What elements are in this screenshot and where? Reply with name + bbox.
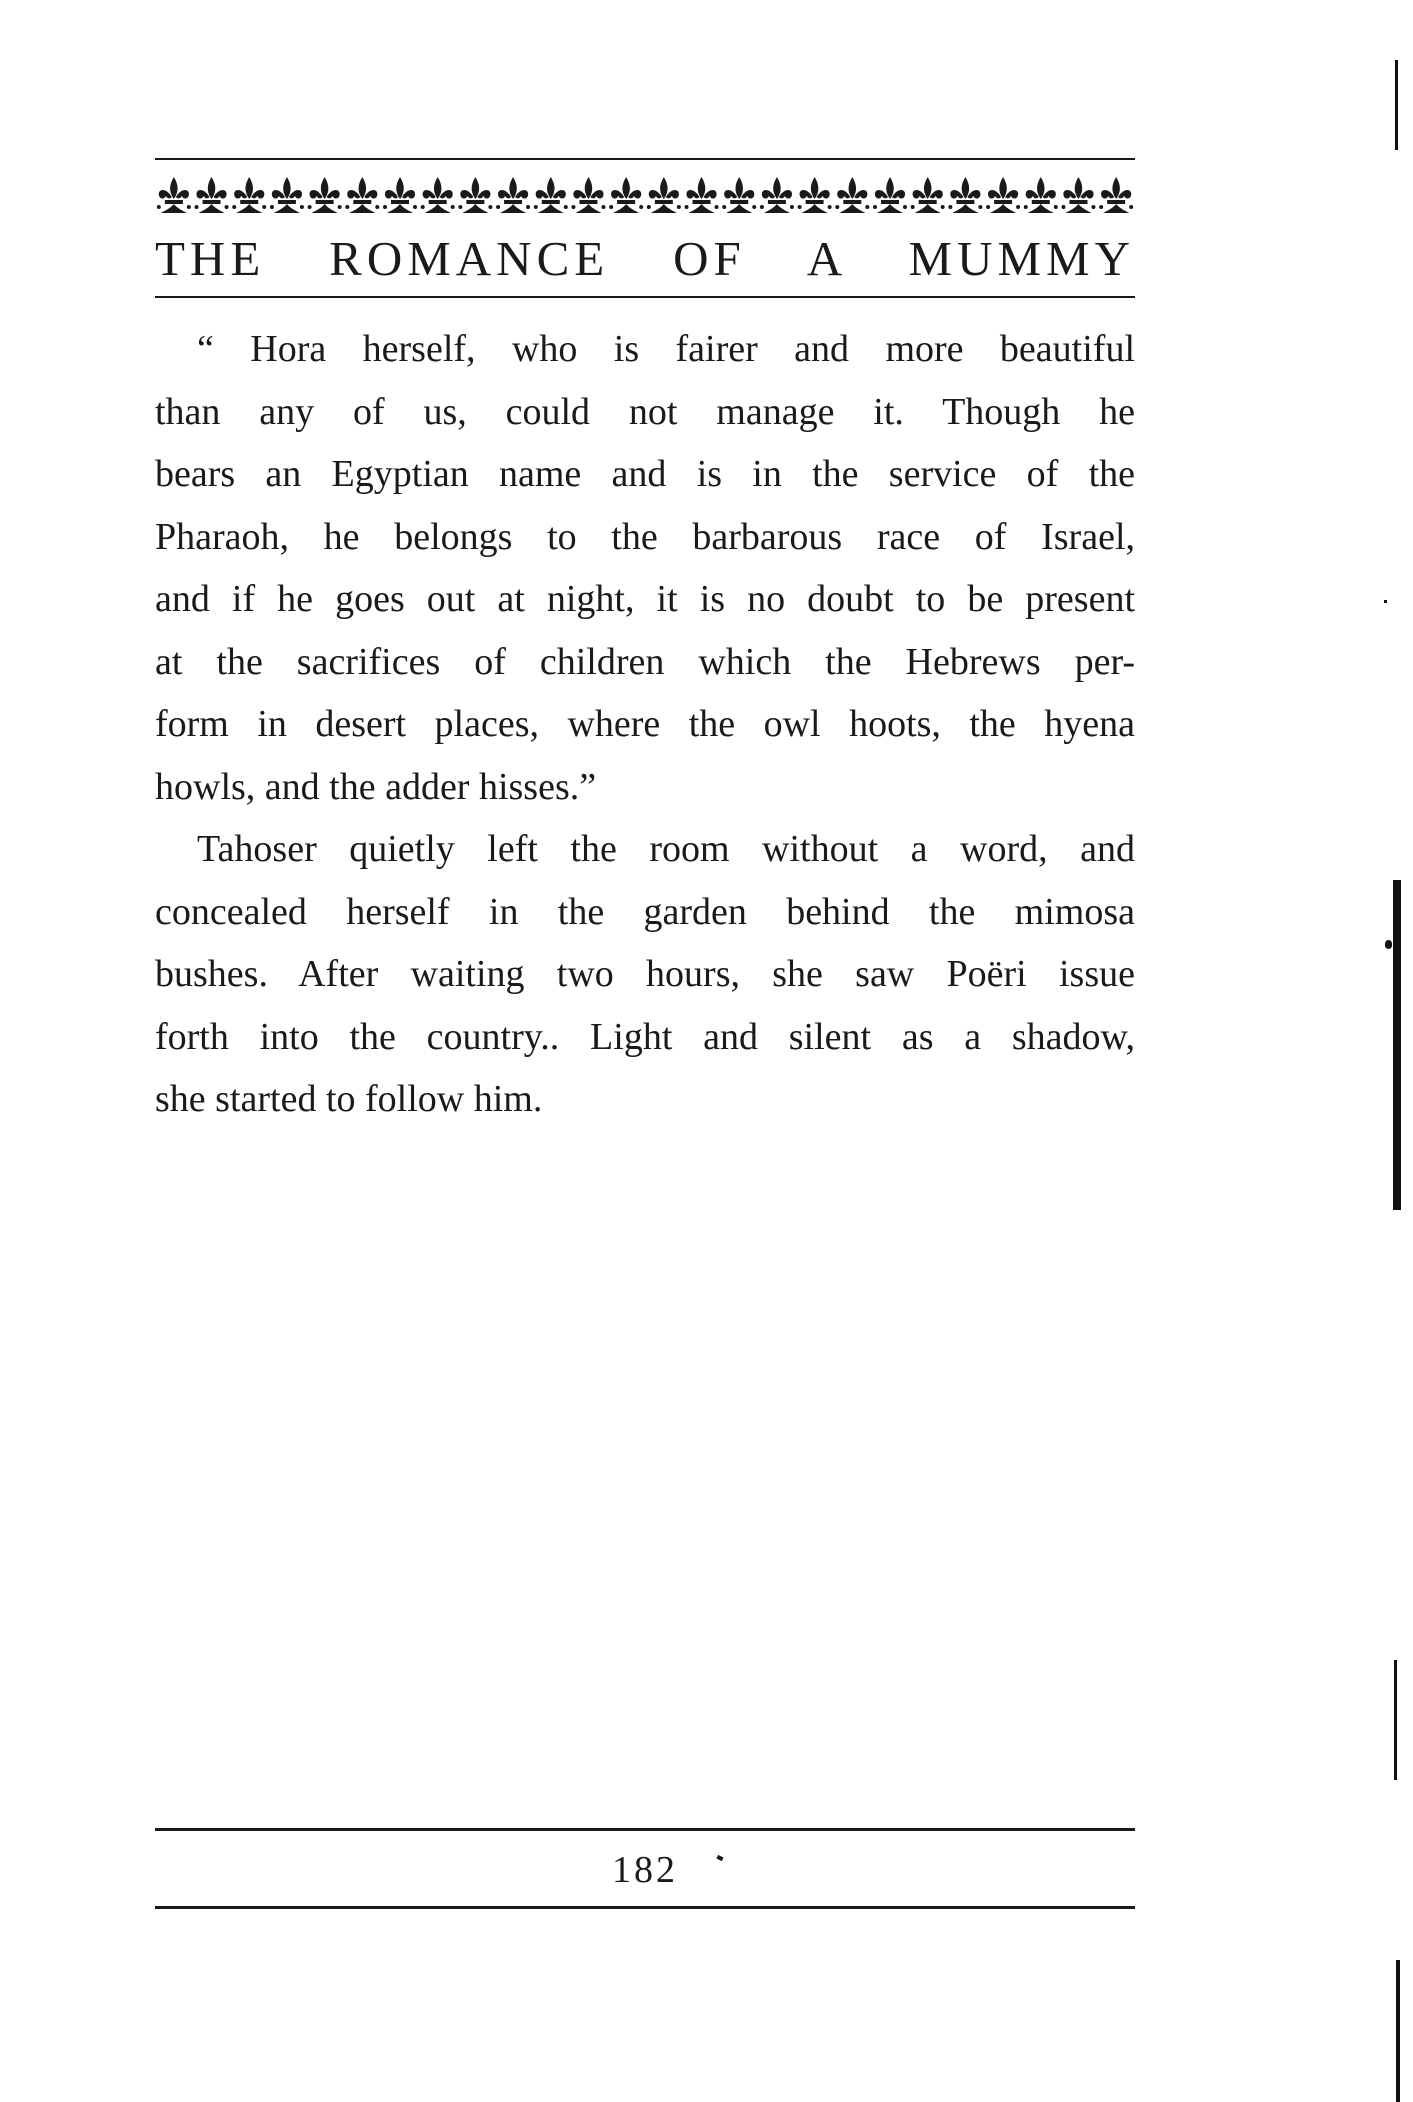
fleur-de-lis-icon <box>722 177 756 213</box>
text-line: bushes. After waiting two hours, she saw Poëri issue <box>155 953 1135 995</box>
text-line: and if he goes out at night, it is no doubt to be present <box>155 578 1135 620</box>
fleur-de-lis-icon <box>496 177 530 213</box>
fleur-de-lis-icon <box>571 177 605 213</box>
scan-edge-mark <box>1395 60 1398 150</box>
text-line: concealed herself in the garden behind the mimosa <box>155 890 1135 933</box>
scan-edge-mark <box>1385 940 1392 949</box>
text-line: “ Hora herself, who is fairer and more beautiful <box>197 328 1135 370</box>
fleur-de-lis-icon <box>157 177 191 213</box>
footer-top-rule <box>155 1828 1135 1831</box>
text-line: Pharaoh, he belongs to the barbarous race of Israel, <box>155 515 1135 558</box>
fleur-de-lis-icon <box>270 177 304 213</box>
text-line: she started to follow him. <box>155 1078 543 1120</box>
fleur-de-lis-icon <box>835 177 869 213</box>
text-line: forth into the country.. Light and silent as a shadow, <box>155 1015 1135 1058</box>
fleur-de-lis-icon <box>609 177 643 213</box>
fleur-de-lis-icon <box>383 177 417 213</box>
fleur-de-lis-icon <box>948 177 982 213</box>
text-line: howls, and the adder hisses.” <box>155 765 597 808</box>
text-line: at the sacrifices of children which the Hebrews per- <box>155 640 1135 683</box>
scan-edge-mark <box>1394 1660 1397 1780</box>
scan-edge-mark <box>1393 880 1401 1210</box>
text-line: than any of us, could not manage it. Though he <box>155 390 1135 433</box>
fleur-de-lis-icon <box>1099 177 1133 213</box>
text-line: form in desert places, where the owl hoots, the hyena <box>155 703 1135 745</box>
top-rule <box>155 158 1135 160</box>
fleur-de-lis-icon <box>647 177 681 213</box>
fleur-de-lis-icon <box>760 177 794 213</box>
text-line: Tahoser quietly left the room without a word, and <box>197 828 1135 870</box>
fleur-de-lis-icon <box>911 177 945 213</box>
running-head: THE ROMANCE OF A MUMMY <box>155 231 1135 286</box>
fleur-de-lis-icon <box>685 177 719 213</box>
page-number: 182 <box>612 1849 678 1891</box>
body-text <box>155 318 1135 1131</box>
fleur-de-lis-icon <box>232 177 266 213</box>
ornament-row <box>155 172 1135 222</box>
fleur-de-lis-icon <box>458 177 492 213</box>
footer-bottom-rule <box>155 1906 1135 1909</box>
scan-edge-mark <box>1384 600 1387 603</box>
header-rule <box>155 296 1135 298</box>
fleur-de-lis-icon <box>798 177 832 213</box>
fleur-de-lis-icon <box>873 177 907 213</box>
fleur-de-lis-icon <box>1024 177 1058 213</box>
fleur-de-lis-icon <box>534 177 568 213</box>
fleur-de-lis-icon <box>421 177 455 213</box>
fleur-de-lis-icon <box>986 177 1020 213</box>
fleur-de-lis-icon <box>308 177 342 213</box>
scan-edge-mark <box>1396 1960 1400 2102</box>
text-line: bears an Egyptian name and is in the service of the <box>155 453 1135 495</box>
fleur-de-lis-icon <box>1061 177 1095 213</box>
fleur-de-lis-icon <box>195 177 229 213</box>
fleur-de-lis-icon <box>345 177 379 213</box>
